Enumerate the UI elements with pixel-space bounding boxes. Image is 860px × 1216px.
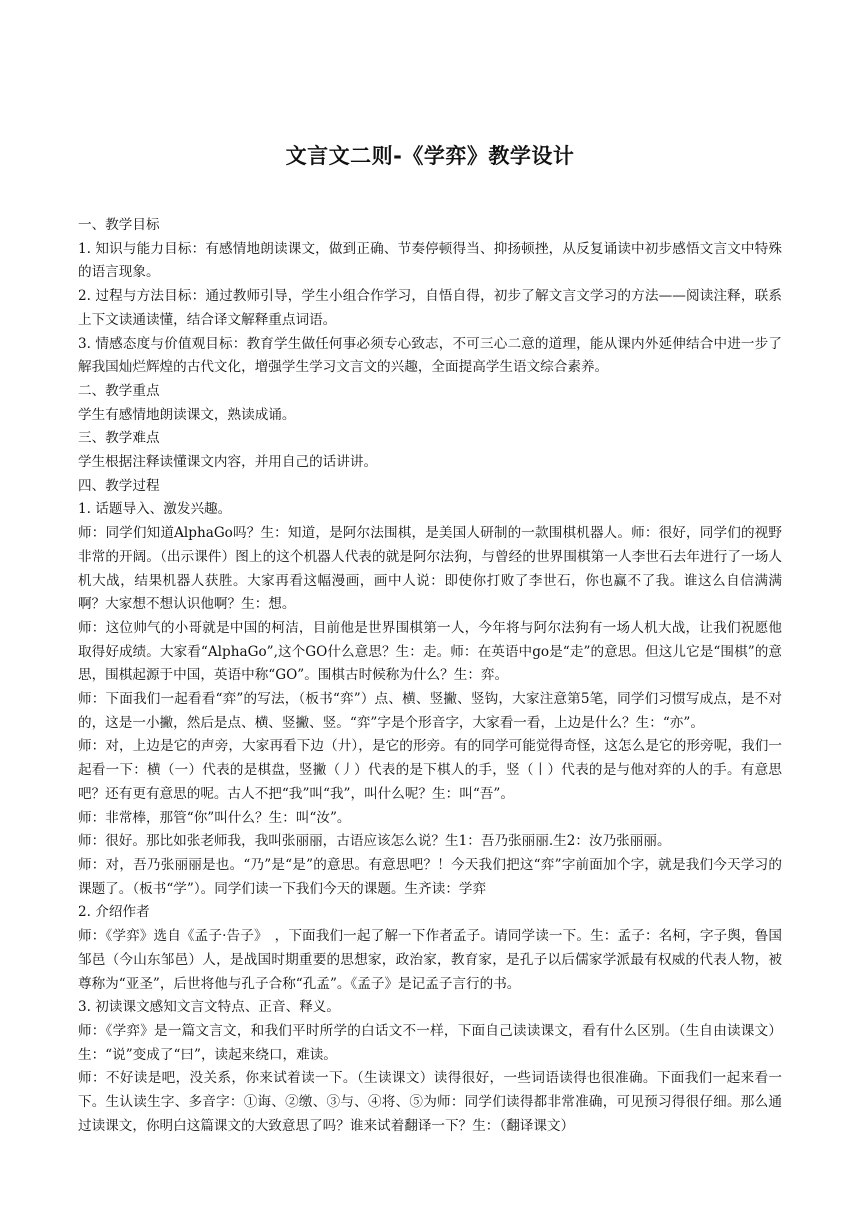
dialogue-paragraph: 师：对，上边是它的声旁，大家再看下边（廾），是它的形旁。有的同学可能觉得奇怪，这怎么是它的形旁呢，我们一起看一下：横（一）代表的是棋盘，竖撇（丿）代表的是下棋人的手，竖（丨）代表的是与他对弈的人的手。有意思吧？还有更有意思的呢。古人不把“我”叫“我”，叫什么呢？生：叫“吾”。 bbox=[78, 738, 782, 802]
step-3-heading: 3. 初读课文感知文言文特点、正音、释义。 bbox=[78, 999, 340, 1016]
document-body bbox=[78, 214, 782, 1138]
goal-emotion: 3. 情感态度与价值观目标：教育学生做任何事必须专心致志，不可三心二意的道理，能从课内外延伸结合中进一步了解我国灿烂辉煌的古代文化，增强学生学习文言文的兴趣，全面提高学生语文综合素养。 bbox=[78, 335, 782, 376]
heading-teaching-goals: 一、教学目标 bbox=[78, 217, 160, 233]
dialogue-paragraph: 师：《学弈》是一篇文言文，和我们平时所学的白话文不一样，下面自己读读课文，看有什么区别。（生自由读课文）生：“说”变成了“曰”，读起来绕口，难读。 bbox=[78, 1022, 782, 1063]
step-2-heading: 2. 介绍作者 bbox=[78, 904, 150, 921]
dialogue-paragraph: 师：很好。那比如张老师我，我叫张丽丽，古语应该怎么说？生1：吾乃张丽丽.生2：汝乃张丽丽。 bbox=[78, 833, 671, 850]
difficulties-text: 学生根据注释读懂课文内容，并用自己的话讲讲。 bbox=[78, 454, 378, 471]
key-points-text: 学生有感情地朗读课文，熟读成诵。 bbox=[78, 406, 296, 423]
dialogue-paragraph: 师：不好读是吧，没关系，你来试着读一下。（生读课文）读得很好，一些词语读得也很准确。下面我们一起来看一下。生认读生字、多音字：①诲、②缴、③与、④将、⑤为师：同学们读得都非常准确，可见预习得很仔细。那么通过读课文，你明白这篇课文的大致意思了吗？谁来试着翻译一下？生：（翻译课文） bbox=[78, 1070, 782, 1134]
dialogue-paragraph: 师：下面我们一起看看“弈”的写法，（板书“弈”）点、横、竖撇、竖钩，大家注意第5笔，同学们习惯写成点，是不对的，这是一小撇，然后是点、横、竖撇、竖。“弈”字是个形音字，大家看一看，上边是什么？生：“亦”。 bbox=[78, 691, 782, 731]
author-intro-paragraph: 师：《学弈》选自《孟子·告子》 ，下面我们一起了解一下作者孟子。请同学读一下。生：孟子：名柯，字子舆，鲁国邹邑（今山东邹邑）人，是战国时期重要的思想家，政治家，教育家，是孔子以后儒家学派最有权威的代表人物，被尊称为“亚圣”，后世将他与孔子合称“孔孟”。《孟子》是记孟子言行的书。 bbox=[78, 928, 782, 992]
dialogue-paragraph: 师：同学们知道AlphaGo吗？生：知道，是阿尔法围棋，是美国人研制的一款围棋机器人。师：很好，同学们的视野非常的开阔。（出示课件）图上的这个机器人代表的就是阿尔法狗，与曾经的世界围棋第一人李世石去年进行了一场人机大战，结果机器人获胜。大家再看这幅漫画，画中人说：即使你打败了李世石，你也赢不了我。谁这么自信满满啊？大家想不想认识他啊？生：想。 bbox=[78, 525, 782, 613]
step-1-heading: 1. 话题导入、激发兴趣。 bbox=[78, 501, 232, 518]
heading-key-points: 二、教学重点 bbox=[78, 382, 160, 399]
dialogue-paragraph: 师：对，吾乃张丽丽是也。“乃”是“是”的意思。有意思吧？！今天我们把这“弈”字前面加个字，就是我们今天学习的课题了。（板书“学”）。同学们读一下我们今天的课题。生齐读：学弈 bbox=[78, 856, 782, 897]
goal-process: 2. 过程与方法目标：通过教师引导，学生小组合作学习，自悟自得，初步了解文言文学习的方法——阅读注释，联系上下文读通读懂，结合译文解释重点词语。 bbox=[78, 288, 782, 328]
dialogue-paragraph: 师：这位帅气的小哥就是中国的柯洁，目前他是世界围棋第一人，今年将与阿尔法狗有一场人机大战，让我们祝愿他取得好成绩。大家看“AlphaGo”,这个GO什么意思？生：走。师：在英语中go是“走”的意思。但这儿它是“围棋”的意思，围棋起源于中国，英语中称“GO”。围棋古时候称为什么？生：弈。 bbox=[78, 619, 782, 684]
document-title: 文言文二则-《学弈》教学设计 bbox=[285, 144, 575, 168]
dialogue-paragraph: 师：非常棒，那管“你”叫什么？生：叫“汝”。 bbox=[78, 809, 351, 826]
goal-knowledge: 1. 知识与能力目标：有感情地朗读课文，做到正确、节奏停顿得当、抑扬顿挫，从反复诵读中初步感悟文言文中特殊的语言现象。 bbox=[78, 240, 782, 281]
heading-process: 四、教学过程 bbox=[78, 477, 160, 494]
heading-difficulties: 三、教学难点 bbox=[78, 430, 160, 447]
